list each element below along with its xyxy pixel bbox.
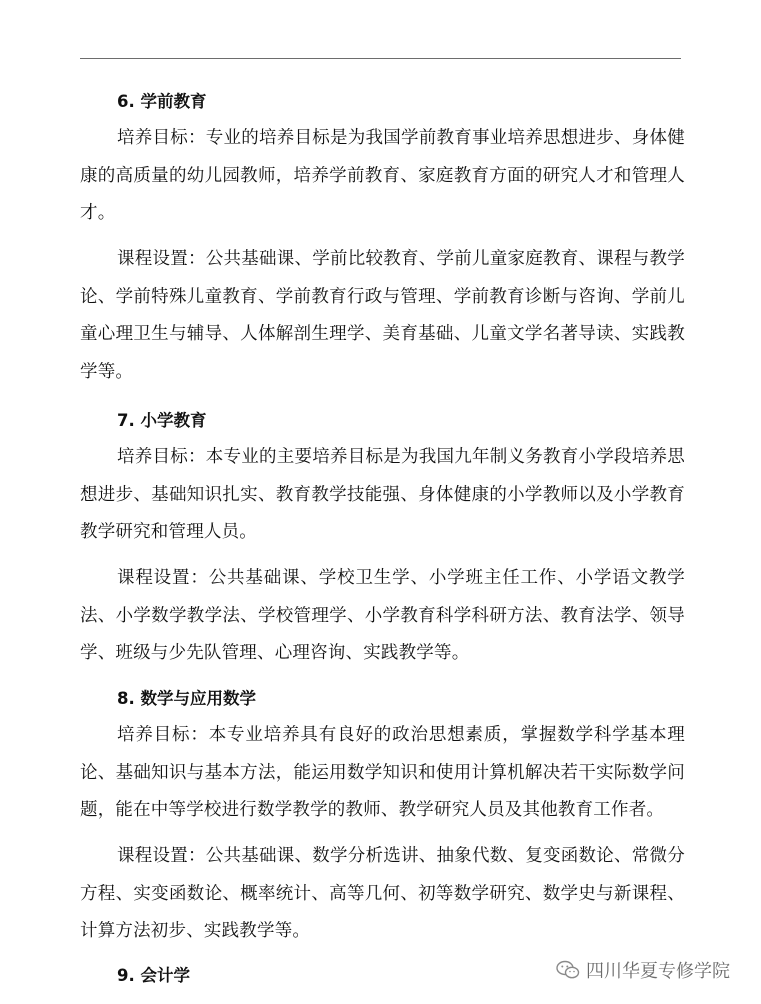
section-courses-paragraph: 课程设置：公共基础课、学前比较教育、学前儿童家庭教育、课程与教学论、学前特殊儿童教育、学前教育行政与管理、学前教育诊断与咨询、学前儿童心理卫生与辅导、人体解剖生理学、美育基础、儿童文学名著导读、实践教学等。 (80, 249, 685, 382)
section-goal-paragraph: 培养目标：专业的培养目标是为我国学前教育事业培养思想进步、身体健康的高质量的幼儿园教师，培养学前教育、家庭教育方面的研究人才和管理人才。 (80, 128, 685, 223)
watermark-text: 四川华夏专修学院 (586, 961, 730, 982)
section-heading: 9. 会计学 (117, 966, 190, 985)
watermark (556, 955, 730, 985)
section-heading: 6. 学前教育 (117, 92, 207, 111)
wechat-icon (556, 960, 580, 980)
section-courses-paragraph: 课程设置：公共基础课、数学分析选讲、抽象代数、复变函数论、常微分方程、实变函数论、概率统计、高等几何、初等数学研究、数学史与新课程、计算方法初步、实践教学等。 (80, 846, 685, 941)
section-heading: 7. 小学教育 (117, 411, 207, 430)
header-rule (80, 58, 681, 59)
section-courses-paragraph: 课程设置：公共基础课、学校卫生学、小学班主任工作、小学语文教学法、小学数学教学法、学校管理学、小学教育科学科研方法、教育法学、领导学、班级与少先队管理、心理咨询、实践教学等。 (80, 568, 685, 663)
section-heading: 8. 数学与应用数学 (117, 689, 256, 708)
section-goal-paragraph: 培养目标：本专业的主要培养目标是为我国九年制义务教育小学段培养思想进步、基础知识扎实、教育教学技能强、身体健康的小学教师以及小学教育教学研究和管理人员。 (80, 447, 685, 542)
section-goal-paragraph: 培养目标：本专业培养具有良好的政治思想素质，掌握数学科学基本理论、基础知识与基本方法，能运用数学知识和使用计算机解决若干实际数学问题，能在中等学校进行数学教学的教师、教学研究人员及其他教育工作者。 (80, 725, 685, 820)
